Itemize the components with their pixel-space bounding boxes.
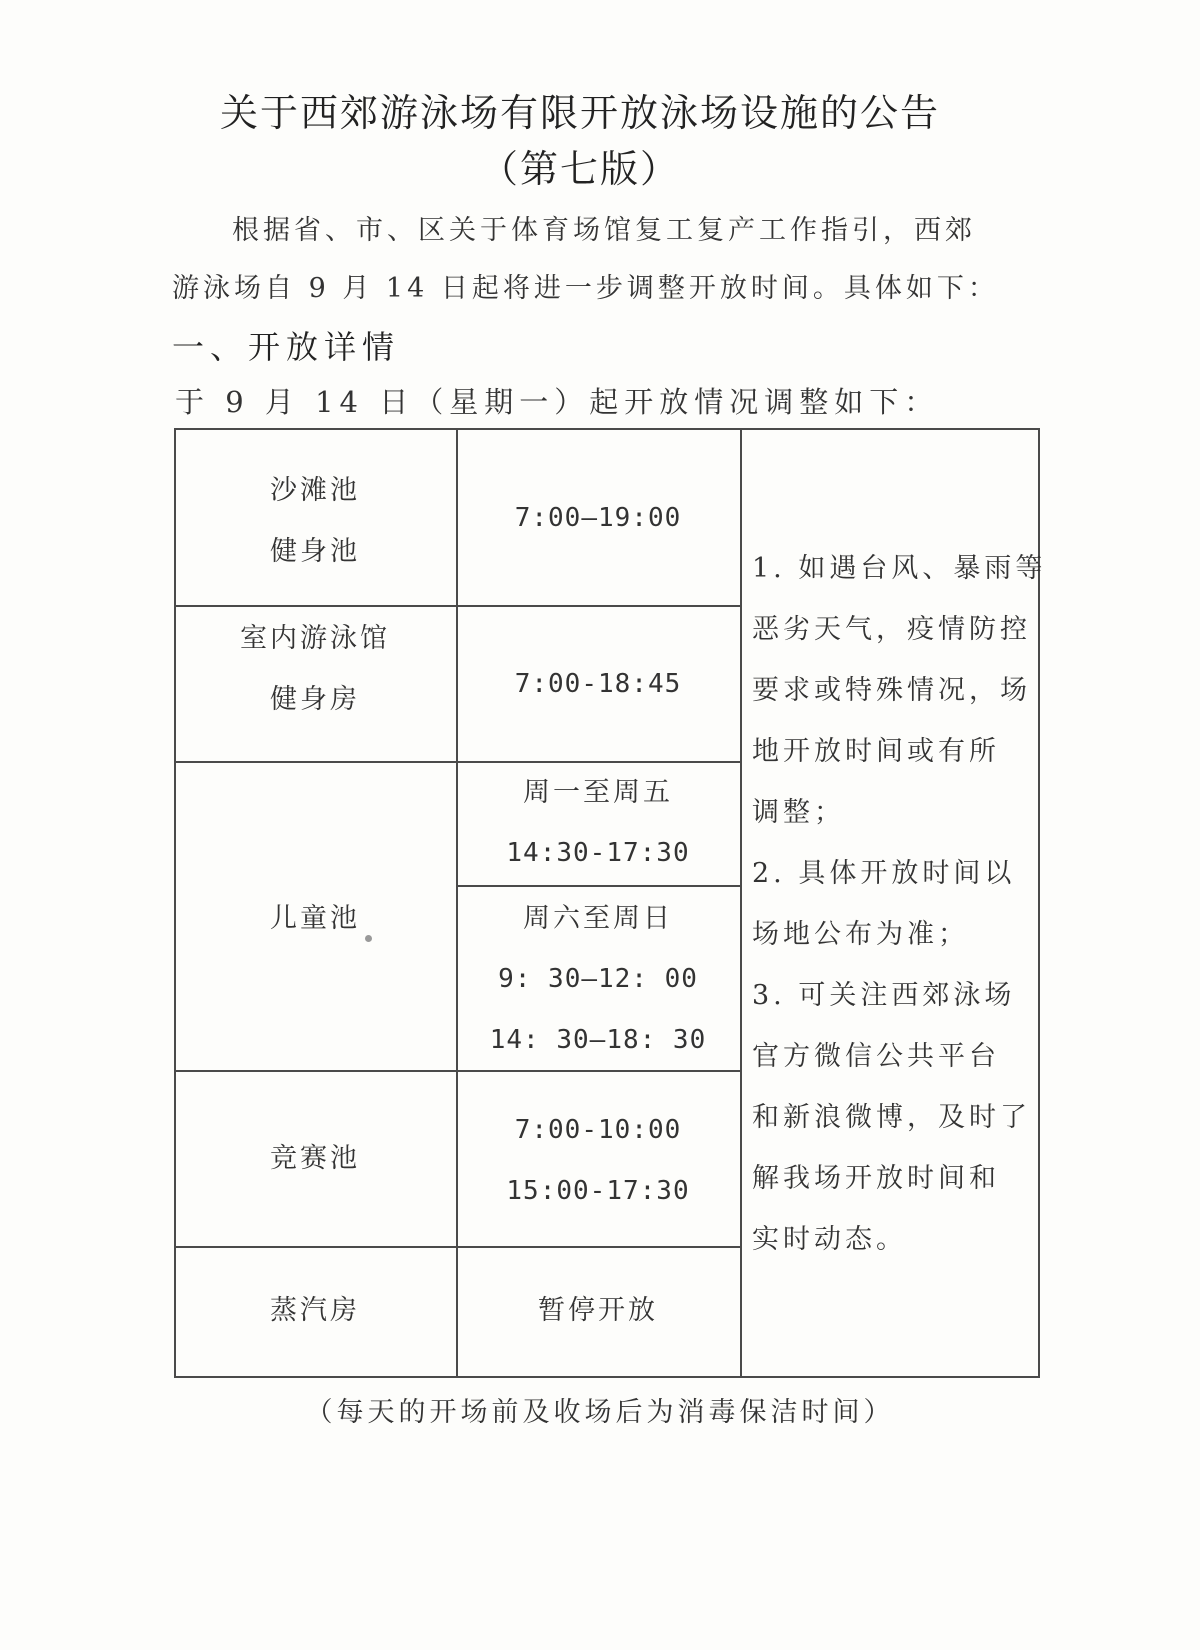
table-col-divider-2 <box>740 428 742 1378</box>
notice-edition: （第七版） <box>479 147 680 191</box>
intro-line-1: 根据省、市、区关于体育场馆复工复产工作指引，西郊 <box>232 215 976 246</box>
table-row-divider <box>174 605 740 607</box>
hours-cell-weekend <box>456 888 740 1071</box>
hours-cell <box>456 1280 740 1341</box>
note-line: 官方微信公共平台 <box>752 1041 1000 1072</box>
note-line: 2. 具体开放时间以 <box>752 858 1016 889</box>
table-border-bottom <box>174 1376 1040 1378</box>
venue-name: 竞赛池 <box>270 1143 360 1174</box>
note-line: 场地公布为准； <box>752 919 969 950</box>
hours-text: 7:00-10:00 <box>514 1115 682 1145</box>
venue-cell <box>174 460 456 582</box>
hours-text: 14:30-17:30 <box>506 838 690 868</box>
venue-name: 室内游泳馆 <box>240 623 390 654</box>
table-row-divider <box>174 1246 740 1248</box>
hours-cell <box>456 654 740 715</box>
notice-title: 关于西郊游泳场有限开放泳场设施的公告 <box>219 91 940 135</box>
section-heading: 一、开放详情 <box>172 328 401 366</box>
hours-cell <box>456 1100 740 1222</box>
note-line: 恶劣天气，疫情防控 <box>752 614 1031 645</box>
table-border-top <box>174 428 1040 430</box>
venue-cell <box>174 888 456 949</box>
hours-text: 7:00-18:45 <box>514 669 682 699</box>
hours-text: 15:00-17:30 <box>506 1176 690 1206</box>
note-line: 1. 如遇台风、暴雨等 <box>752 553 1047 584</box>
footer-note: （每天的开场前及收场后为消毒保洁时间） <box>305 1397 895 1428</box>
venue-name: 健身房 <box>270 684 360 715</box>
note-line: 实时动态。 <box>752 1224 907 1255</box>
venue-cell <box>174 1280 456 1341</box>
hours-text: 7:00—19:00 <box>514 503 682 533</box>
venue-name: 健身池 <box>270 536 360 567</box>
note-line: 地开放时间或有所 <box>752 736 1000 767</box>
venue-name: 儿童池 <box>270 903 360 934</box>
note-line: 和新浪微博，及时了 <box>752 1102 1031 1133</box>
venue-cell <box>174 1128 456 1189</box>
note-line: 3. 可关注西郊泳场 <box>752 980 1016 1011</box>
venue-name: 沙滩池 <box>270 475 360 506</box>
note-line: 解我场开放时间和 <box>752 1163 1000 1194</box>
table-intro: 于 9 月 14 日（星期一）起开放情况调整如下： <box>175 385 940 419</box>
hours-day-range: 周六至周日 <box>523 903 673 934</box>
venue-name: 蒸汽房 <box>270 1295 360 1326</box>
note-line: 要求或特殊情况，场 <box>752 675 1031 706</box>
table-sub-row-divider <box>456 885 740 887</box>
notes-cell <box>752 538 1047 1270</box>
hours-cell-weekday <box>456 762 740 884</box>
intro-line-2: 游泳场自 9 月 14 日起将进一步调整开放时间。具体如下： <box>172 273 999 304</box>
hours-text: 9: 30—12: 00 <box>498 964 698 994</box>
hours-text: 14: 30—18: 30 <box>489 1025 707 1055</box>
hours-text: 暂停开放 <box>538 1295 658 1326</box>
hours-day-range: 周一至周五 <box>523 777 673 808</box>
scan-speck <box>365 935 372 942</box>
note-line: 调整； <box>752 797 845 828</box>
hours-cell <box>456 488 740 549</box>
venue-cell <box>174 608 456 730</box>
